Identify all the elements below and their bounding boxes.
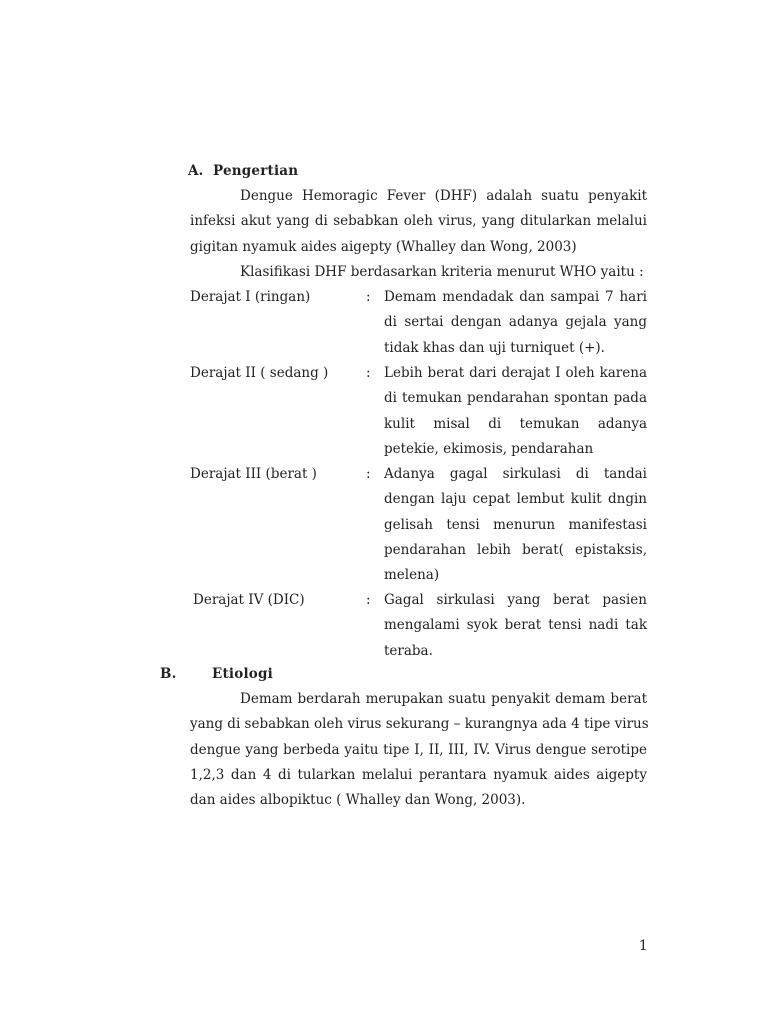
section-b-title: Etiologi xyxy=(212,666,273,682)
description-line: di sertai dengan adanya gejala yang xyxy=(384,314,647,331)
classification-label: Derajat III (berat ) xyxy=(190,466,317,482)
description-line: melena) xyxy=(384,567,440,584)
classification-colon: : xyxy=(366,289,371,305)
paragraph-line: Demam berdarah merupakan suatu penyakit demam berat xyxy=(240,691,647,707)
section-a-title: Pengertian xyxy=(213,163,299,179)
description-line: Demam mendadak dan sampai 7 hari xyxy=(384,289,647,305)
description-line: pendarahan lebih berat( epistaksis, xyxy=(384,541,647,558)
paragraph-line: 1,2,3 dan 4 di tularkan melalui perantara nyamuk aides aigepty xyxy=(190,766,647,783)
paragraph-line: yang di sebabkan oleh virus sekurang – kurangnya ada 4 tipe virus xyxy=(190,716,649,733)
paragraph-line: dan aides albopiktuc ( Whalley dan Wong, 2003). xyxy=(190,792,526,809)
description-line: dengan laju cepat lembut kulit dngin xyxy=(384,491,647,508)
description-line: petekie, ekimosis, pendarahan xyxy=(384,440,594,457)
classification-description xyxy=(384,588,647,664)
section-a-paragraph-2 xyxy=(190,260,647,285)
description-line: tidak khas dan uji turniquet (+). xyxy=(384,339,605,356)
description-line: gelisah tensi menurun manifestasi xyxy=(384,516,647,533)
paragraph-line: Klasifikasi DHF berdasarkan kriteria menurut WHO yaitu : xyxy=(240,264,644,280)
paragraph-line: Dengue Hemoragic Fever (DHF) adalah suatu penyakit xyxy=(240,188,647,204)
section-a-heading xyxy=(188,163,388,183)
classification-colon: : xyxy=(366,592,371,608)
classification-description xyxy=(384,285,647,361)
section-b-paragraph xyxy=(190,687,647,813)
section-b-heading xyxy=(160,666,360,686)
description-line: Gagal sirkulasi yang berat pasien xyxy=(384,592,647,608)
classification-label: Derajat II ( sedang ) xyxy=(190,365,329,381)
section-a-paragraph-1 xyxy=(190,184,647,260)
description-line: Adanya gagal sirkulasi di tandai xyxy=(384,466,647,482)
paragraph-line: gigitan nyamuk aides aigepty (Whalley dan Wong, 2003) xyxy=(190,238,577,255)
page-number: 1 xyxy=(639,938,648,954)
paragraph-line: dengue yang berbeda yaitu tipe I, II, III, IV. Virus dengue serotipe xyxy=(190,741,647,758)
description-line: teraba. xyxy=(384,642,433,659)
description-line: Lebih berat dari derajat I oleh karena xyxy=(384,365,647,381)
classification-colon: : xyxy=(366,466,371,482)
classification-description xyxy=(384,361,647,462)
section-b-number: B. xyxy=(160,666,177,682)
classification-description xyxy=(384,462,647,588)
classification-label: Derajat I (ringan) xyxy=(190,289,311,305)
description-line: mengalami syok berat tensi nadi tak xyxy=(384,617,647,634)
classification-colon: : xyxy=(366,365,371,381)
classification-label: Derajat IV (DIC) xyxy=(193,592,305,608)
description-line: kulit misal di temukan adanya xyxy=(384,415,647,432)
paragraph-line: infeksi akut yang di sebabkan oleh virus, yang ditularkan melalui xyxy=(190,213,647,230)
section-a-number: A. xyxy=(188,163,204,179)
description-line: di temukan pendarahan spontan pada xyxy=(384,390,647,407)
